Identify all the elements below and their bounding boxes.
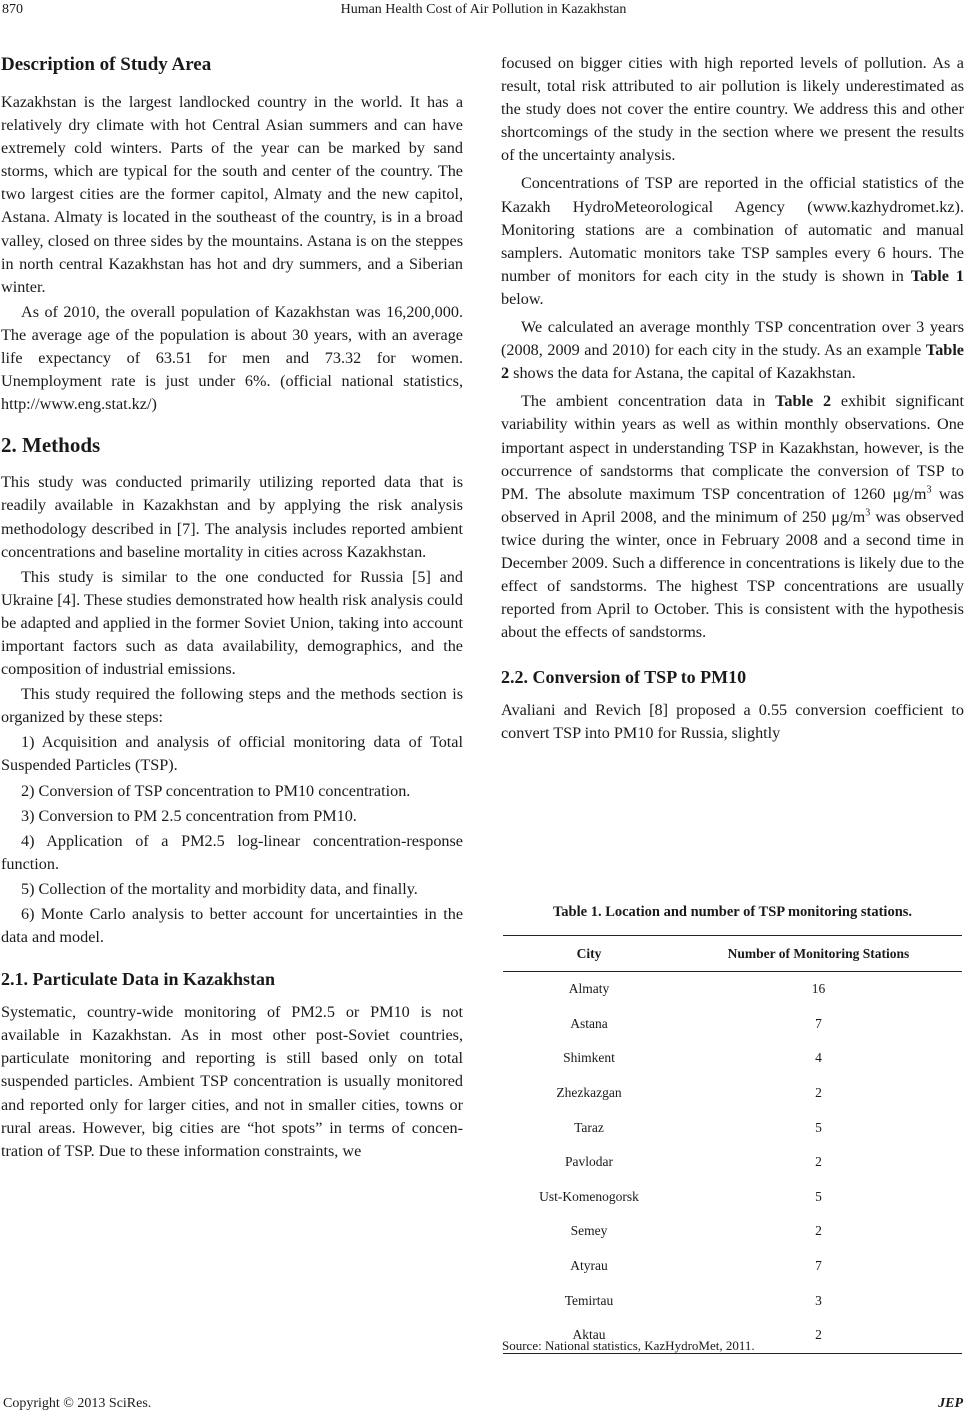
table-reference: Table 2 — [501, 341, 964, 383]
table-reference: Table 1 — [910, 266, 965, 285]
section-heading-2-1: 2.1. Particulate Data in Kazakhstan — [1, 969, 275, 990]
paragraph: We calculated an average monthly TSP concentration over 3 years (2008, 2009 and 2010) for each city in the study. As an example Table 2 shows the data for Astana, the capital of Kazakhstan. — [501, 318, 964, 383]
table-row: Almaty 16 — [568, 981, 826, 997]
list-item: 4) Application of a PM2.5 log-linear concentration-response function. — [1, 831, 463, 873]
table-source-note: Source: National statistics, KazHydroMet, 2011. — [502, 1338, 755, 1353]
journal-abbrev: JEP — [938, 1396, 963, 1411]
table-row: Semey 2 — [570, 1223, 822, 1239]
section-heading-2-2: 2.2. Conversion of TSP to PM10 — [501, 667, 747, 688]
list-item: 2) Conversion of TSP concentration to PM10 concentration. — [21, 781, 411, 800]
table-row: Atyrau 7 — [570, 1258, 822, 1274]
page-header — [0, 2, 967, 22]
paragraph: Systematic, country-wide monitoring of PM2.5 or PM10 is not available in Kazakhstan. As in most other post-Soviet countries, particulate monitoring and reporting is still based only on total suspended particles. Ambient TSP concentration is usually monitored and reported only for larger cities, and not in smaller cities, towns or rural areas. However, big cities are “hot spots” in terms of concentration of TSP. Due to these information constraints, we — [1, 1003, 463, 1160]
paragraph: Avaliani and Revich [8] proposed a 0.55 conversion coefficient to convert TSP into PM10 for Russia, slightly — [501, 701, 964, 743]
right-column — [501, 52, 964, 746]
paragraph: This study was conducted primarily utilizing reported data that is readily available in Kazakhstan and by applying the risk analysis methodology described in [7]. The analysis includes reported ambient concentrations and baseline mortality in cities across Kazakhstan. — [1, 473, 463, 561]
table-row: Shimkent 4 — [563, 1050, 822, 1066]
table-caption: Table 1. Location and number of TSP monitoring stations. — [552, 904, 913, 920]
paragraph: This study required the following steps and the methods section is organized by these steps: — [1, 685, 463, 727]
copyright: Copyright © 2013 SciRes. — [3, 1396, 152, 1411]
column-header-city: City — [503, 936, 675, 972]
column-header-count: Number of Monitoring Stations — [675, 936, 962, 972]
table-row: Zhezkazgan 2 — [556, 1085, 822, 1101]
table-reference: Table 2 — [775, 392, 832, 411]
left-column — [1, 52, 463, 1163]
list-item: 5) Collection of the mortality and morbidity data, and finally. — [21, 879, 418, 898]
table-row: Aktau 2 — [503, 1318, 962, 1353]
running-title: Human Health Cost of Air Pollution in Kazakhstan — [340, 2, 627, 17]
table-row: Pavlodar 2 — [565, 1154, 822, 1170]
paragraph: The ambient concentration data in Table 2 exhibit significant variability within years as well as within monthly observations. One important aspect in understanding TSP in Kazakhstan, however, is the occurrence of sandstorms that complicate the conversion of TSP to PM. The absolute maximum TSP concentration of 1260 $\mu g/m^3$ was observed in April 2008, and the minimum of 250 $\mu g/m^3$ was observed twice during the winter, once in February 2008 and a second time in December 2009. Such a difference in concentrations is likely due to the effect of sandstorms. The highest TSP concentrations are usually reported from April to October. This is consistent with the hypothesis about the effects of sandstorms. — [501, 392, 965, 642]
paragraph: As of 2010, the overall population of Kazakhstan was 16,200,000. The average age of the population is about 30 years, with an average life expectancy of 63.51 for men and 73.32 for women. Unemployment rate is just under 6%. (official national statistics, http://www.eng.stat.kz/) — [1, 302, 463, 414]
table-row: Taraz 5 — [574, 1119, 822, 1135]
paragraph: focused on bigger cities with high reported levels of pollution. As a result, total risk attributed to air pollution is likely underestimated as the study does not cover the entire country. We address this and other shortcomings of the study in the section where we present the results of the uncertainty analysis. — [501, 54, 964, 165]
section-heading-methods: 2. Methods — [1, 433, 101, 458]
paragraph: This study is similar to the one conducted for Russia [5] and Ukraine [4]. These studies demonstrated how health risk analysis could be adapted and applied in the former Soviet Union, taking into account important factors such as data availability, demographics, and the composition of industrial emissions. — [1, 567, 463, 679]
table-row: Ust-Komenogorsk 5 — [539, 1188, 822, 1204]
monitoring-stations-table — [503, 935, 962, 1354]
table-row: Temirtau 3 — [564, 1292, 822, 1308]
section-heading-study-area: Description of Study Area — [1, 54, 212, 75]
paragraph: Concentrations of TSP are reported in the official statistics of the Kazakh HydroMeteorological Agency (www.kazhydromet.kz). Monitoring stations are a combination of automatic and manual samplers. Automatic monitors take TSP samples every 6 hours. The number of monitors for each city in the study is shown in Table 1 below. — [501, 174, 965, 308]
table-row: Astana 7 — [570, 1015, 822, 1031]
list-item: 6) Monte Carlo analysis to better account for uncertainties in the data and model. — [1, 905, 463, 947]
page-number: 870 — [2, 2, 23, 17]
list-item: 1) Acquisition and analysis of official monitoring data of Total Suspended Particles (TSP). — [1, 733, 463, 775]
list-item: 3) Conversion to PM 2.5 concentration from PM10. — [21, 806, 357, 825]
paragraph: Kazakhstan is the largest landlocked country in the world. It has a relatively dry climate with hot Central Asian summers and can have extremely cold winters. Parts of the year can be marked by sand storms, which are typical for the south and center of the country. The two largest cities are the former capitol, Almaty and the new capitol, Astana. Almaty is located in the southeast of the country, is in a broad valley, closed on three sides by the mountains. Astana is on the steppes in north central Kazakhstan has hot and dry summers, and a Siberian winter. — [1, 93, 463, 296]
